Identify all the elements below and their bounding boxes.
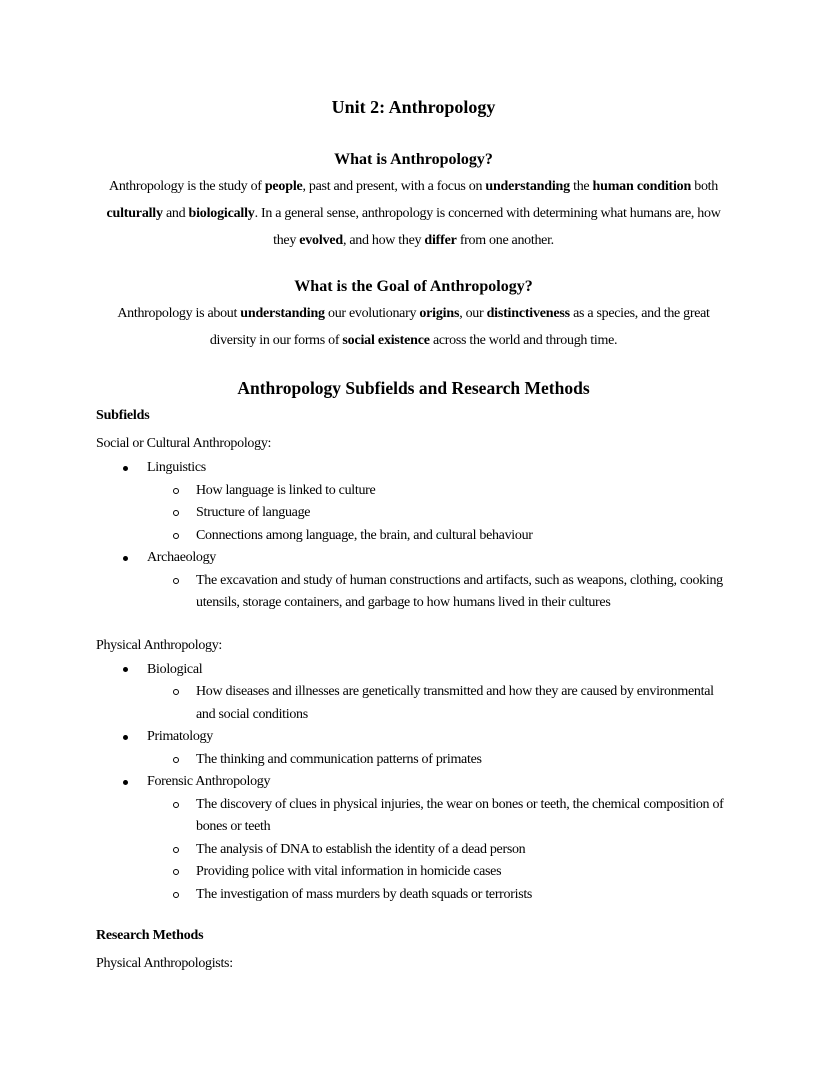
list-item [96, 525, 731, 548]
list-item [96, 794, 731, 839]
list-item-label: The thinking and communication patterns of primates [196, 751, 482, 767]
circle-bullet-icon [173, 488, 179, 494]
text-segment: Anthropology is about [117, 306, 241, 321]
list-item [96, 771, 731, 794]
disc-bullet-icon [123, 556, 128, 561]
disc-bullet-icon [123, 735, 128, 740]
list-item [96, 681, 731, 726]
disc-bullet-icon [123, 466, 128, 471]
bold-text-segment: understanding [485, 179, 570, 194]
circle-bullet-icon [173, 892, 179, 898]
list-item-label: The analysis of DNA to establish the identity of a dead person [196, 841, 526, 857]
list-item [96, 749, 731, 772]
list-item-label: Linguistics [147, 460, 206, 475]
text-segment: , past and present, with a focus on [302, 179, 486, 194]
text-segment: across the world and through time. [429, 333, 618, 348]
heading-what-is-anthropology: What is Anthropology? [334, 151, 493, 168]
circle-bullet-icon [173, 533, 179, 539]
disc-bullet-icon [123, 780, 128, 785]
subheading-subfields: Subfields [96, 408, 150, 423]
bold-text-segment: evolved [299, 233, 343, 248]
list-item [96, 726, 731, 749]
social-cultural-list [96, 457, 731, 615]
list-item [96, 884, 731, 907]
bold-text-segment: culturally [106, 206, 163, 221]
text-segment: as a species, and the great diversity in our forms of [209, 306, 710, 348]
list-item [96, 502, 731, 525]
text-segment: and [162, 206, 189, 221]
circle-bullet-icon [173, 578, 179, 584]
label-physical-anthropologists: Physical Anthropologists: [96, 956, 233, 971]
text-segment: our evolutionary [324, 306, 420, 321]
text-segment: from one another. [456, 233, 554, 248]
list-item-label: The excavation and study of human constructions and artifacts, such as weapons, clothing, cooking utensils, storage containers, and garbage to how humans lived in their cultures [196, 572, 723, 610]
list-item-label: Forensic Anthropology [147, 774, 271, 789]
list-item-label: The discovery of clues in physical injuries, the wear on bones or teeth, the chemical composition of bones or teeth [196, 796, 724, 834]
label-physical-anthropology: Physical Anthropology: [96, 637, 223, 653]
list-item [96, 480, 731, 503]
page-title: Unit 2: Anthropology [331, 97, 496, 117]
list-item [96, 457, 731, 480]
paragraph-goal-of-anthropology [96, 300, 731, 354]
text-segment: the [569, 179, 593, 194]
bold-text-segment: origins [419, 306, 460, 321]
list-item-label: Biological [147, 661, 203, 677]
circle-bullet-icon [173, 869, 179, 875]
list-item [96, 659, 731, 682]
list-item-label: Structure of language [196, 505, 311, 520]
list-item [96, 839, 731, 862]
list-item-label: The investigation of mass murders by death squads or terrorists [196, 886, 533, 902]
list-item-label: Providing police with vital information in homicide cases [196, 864, 502, 879]
circle-bullet-icon [173, 689, 179, 695]
bold-text-segment: social existence [342, 333, 430, 348]
bold-text-segment: distinctiveness [486, 306, 570, 321]
list-item-label: How language is linked to culture [196, 482, 376, 498]
text-segment: Anthropology is the study of [109, 179, 265, 194]
paragraph-what-is-anthropology [96, 173, 731, 254]
bold-text-segment: people [264, 179, 303, 194]
bold-text-segment: understanding [240, 306, 325, 321]
label-social-cultural-anthropology: Social or Cultural Anthropology: [96, 436, 272, 451]
text-segment: . In a general sense, anthropology is concerned with determining what humans are, how they [254, 206, 721, 248]
circle-bullet-icon [173, 510, 179, 516]
text-segment: , our [459, 306, 487, 321]
text-segment: , and how they [342, 233, 425, 248]
bold-text-segment: biologically [188, 206, 255, 221]
list-item-label: How diseases and illnesses are genetically transmitted and how they are caused by environmental and social conditions [196, 684, 714, 722]
list-item [96, 547, 731, 570]
bold-text-segment: human condition [592, 179, 692, 194]
list-item [96, 861, 731, 884]
disc-bullet-icon [123, 667, 128, 672]
heading-subfields-and-research-methods: Anthropology Subfields and Research Methods [237, 378, 590, 398]
heading-goal-of-anthropology: What is the Goal of Anthropology? [294, 278, 533, 295]
subheading-research-methods: Research Methods [96, 928, 204, 943]
bold-text-segment: differ [424, 233, 457, 248]
circle-bullet-icon [173, 757, 179, 763]
text-segment: both [691, 179, 718, 194]
physical-anthropology-list [96, 659, 731, 907]
list-item [96, 570, 731, 615]
list-item-label: Archaeology [147, 550, 217, 565]
circle-bullet-icon [173, 847, 179, 853]
list-item-label: Primatology [147, 729, 213, 744]
circle-bullet-icon [173, 802, 179, 808]
list-item-label: Connections among language, the brain, and cultural behaviour [196, 527, 533, 543]
